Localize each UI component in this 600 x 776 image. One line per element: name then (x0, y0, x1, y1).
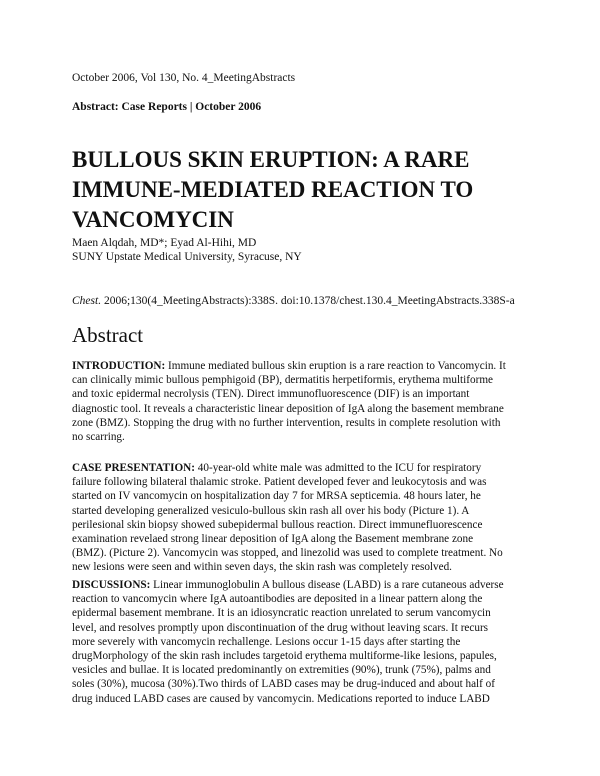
text-line: no scarring. (72, 431, 125, 444)
text-line: and toxic epidermal necrolysis (TEN). Direct immunofluorescence (DIF) is an important (72, 388, 470, 401)
text-line: new lesions were seen and within seven days, the skin rash was completely resolved. (72, 561, 452, 574)
section-introduction (72, 359, 506, 444)
section-label: CASE PRESENTATION: (72, 462, 195, 474)
article-category: Abstract: Case Reports | October 2006 (72, 101, 262, 113)
abstract-heading: Abstract (72, 323, 144, 347)
title-line: IMMUNE-MEDIATED REACTION TO (72, 177, 474, 202)
article-title (72, 145, 473, 235)
text-line: diagnostic tool. It reveals a characteristic linear deposition of IgA along the basement membrane (72, 402, 504, 415)
author-block (72, 236, 302, 264)
text-line: zone (BMZ). Stopping the drug with no further intervention, results in complete resolution with (72, 416, 501, 429)
title-line: VANCOMYCIN (72, 207, 234, 232)
text-line: level, and resolves promptly upon discontinuation of the drug without leaving scars. It recurs (72, 621, 489, 634)
section-label: DISCUSSIONS: (72, 579, 151, 591)
authors: Maen Alqdah, MD*; Eyad Al-Hihi, MD (72, 237, 257, 249)
text-line: drugMorphology of the skin rash includes targetoid erythema multiforme-like lesions, papules, (72, 650, 497, 663)
text-line: Linear immunoglobulin A bullous disease (LABD) is a rare cutaneous adverse (150, 579, 504, 591)
journal-issue-line: October 2006, Vol 130, No. 4_MeetingAbstracts (72, 72, 296, 84)
text-line: started on IV vancomycin on hospitalization day 7 for MRSA septicemia. 48 hours later, he (72, 490, 481, 503)
text-line: vesicles and bullae. It is located predominantly on extremities (90%), trunk (75%), palms and (72, 664, 491, 677)
citation-details: 2006;130(4_MeetingAbstracts):338S. doi:10.1378/chest.130.4_MeetingAbstracts.338S-a (101, 295, 515, 307)
text-line: epidermal basement membrane. It is an idiosyncratic reaction unrelated to serum vancomycin (72, 607, 491, 620)
title-line: BULLOUS SKIN ERUPTION: A RARE (72, 147, 470, 172)
text-line: failure following bilateral thalamic stroke. Patient developed fever and leukocytosis and was (72, 476, 487, 489)
text-line: can clinically mimic bullous pemphigoid (BP), dermatitis herpetiformis, erythema multiforme (72, 374, 493, 387)
affiliation: SUNY Upstate Medical University, Syracuse, NY (72, 251, 302, 263)
citation (72, 295, 515, 307)
section-discussions (72, 578, 504, 706)
text-line: more severely with vancomycin rechallenge. Lesions occur 1-15 days after starting the (72, 635, 461, 648)
section-label: INTRODUCTION: (72, 360, 166, 372)
text-line: drug induced LABD cases are caused by vancomycin. Medications reported to induce LABD (72, 692, 490, 705)
text-line: perilesional skin biopsy showed subepidermal bullous reaction. Direct immunefluorescence (72, 518, 483, 531)
text-line: Immune mediated bullous skin eruption is a rare reaction to Vancomycin. It (165, 360, 506, 372)
text-line: started developing generalized vesiculo-bullous skin rash all over his body (Picture 1). A (72, 504, 470, 517)
text-line: 40-year-old white male was admitted to the ICU for respiratory (194, 462, 482, 474)
section-case-presentation (72, 461, 503, 575)
text-line: reaction to vancomycin where IgA autoantibodies are deposited in a linear pattern along the (72, 593, 483, 606)
text-line: (BMZ). (Picture 2). Vancomycin was stopped, and linezolid was used to complete treatment. No (72, 547, 503, 560)
text-line: examination revelaed strong linear deposition of IgA along the Basement membrane zone (72, 533, 474, 546)
text-line: soles (30%), mucosa (30%).Two thirds of LABD cases may be drug-induced and about half of (72, 678, 495, 691)
citation-journal: Chest. (72, 295, 102, 307)
